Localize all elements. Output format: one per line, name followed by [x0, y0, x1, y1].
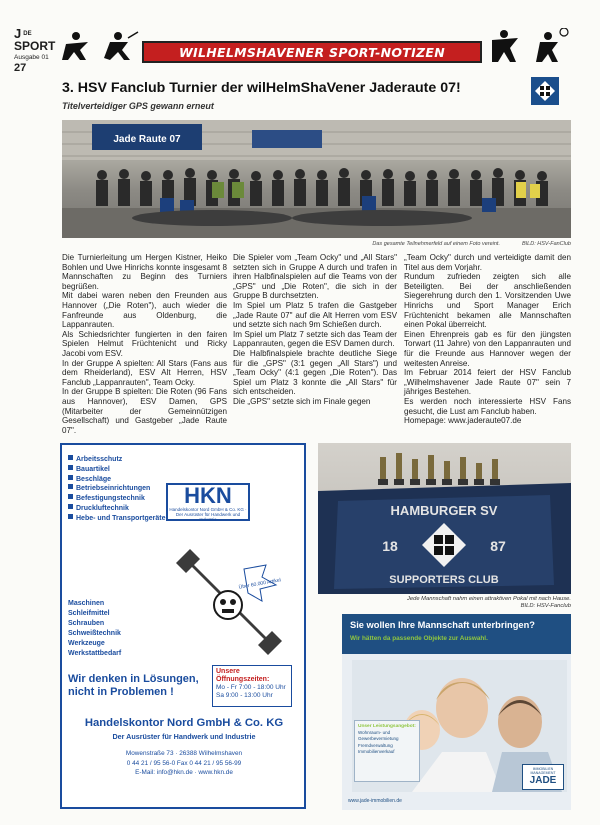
jade-subline: Wir hätten da passende Objekte zur Auswahl. [350, 635, 488, 642]
list-item: Maschinen [68, 600, 105, 607]
list-item: Immobilienverkauf [358, 748, 395, 754]
athlete-silhouettes-right [486, 28, 572, 64]
section-banner [142, 41, 482, 63]
hsv-diamond-icon [531, 77, 559, 105]
trophy-photo [318, 443, 571, 594]
page-number: 27 [14, 62, 27, 74]
hkn-product-list-top [68, 455, 168, 524]
athlete-silhouettes-left [58, 30, 140, 62]
hkn-advertisement[interactable] [60, 443, 306, 809]
svg-text:87: 87 [490, 538, 506, 554]
team-photo [62, 120, 571, 238]
paragraph: Die Turnierleitung um Hergen Kistner, Heiko Bohlen und Uwe Hinrichs konnte insgesamt 8 Mannschaften zu Beginn des Turniers begrüßen. [62, 253, 227, 291]
jade-services-box: Unser Leistungsangebot: Wohnraum- und Gewerbevermietung Fremdverwaltung Immobilienverkauf [354, 720, 420, 782]
team-photo-caption [62, 241, 571, 247]
paragraph: Rundum zufrieden zeigten sich alle Beteiligten. Bei der anschließenden Siegerehrung durch den 1. Vorsitzenden Uwe Hinrichs und Sport Manager Erich Früchtenicht bekamen alle Mannschaften einen Pokal überreicht. [404, 272, 571, 330]
list-item: Werkzeuge [68, 640, 105, 647]
hkn-contact: Mowenstraße 73 · 26388 Wilhelmshaven 0 44 21 / 95 56-0 Fax 0 44 21 / 95 56-99 E-Mail: info@hkn.de · www.hkn.de [125, 750, 243, 776]
paragraph: Im Februar 2014 feiert der HSV Fanclub „Wilhelmshavener Jade Raute 07" sein 7 jähriges Bestehen. [404, 368, 571, 397]
paragraph: Einen Ehrenpreis gab es für den jüngsten Torwart (11 Jahre) von den Lappanrauten und für die Freunde aus Hannover wegen der weitesten Anreise. [404, 329, 571, 368]
paragraph: In der Gruppe B spielten: Die Roten (96 Fans aus Hannover), ESV Damen, GPS (Mitarbeiter der Gemeinnützigen Gesellschaft) und Gastgeber „Jade Raute 07". [62, 387, 227, 435]
paragraph: „Team Ocky" durch und verteidigte damit den Titel aus dem Vorjahr. [404, 253, 571, 272]
list-item: Betriebseinrichtungen [68, 484, 168, 494]
hkn-logo: HKN Handelskontor Nord GmbH & Co. KG · Der Ausrüster für Handwerk und Industrie [166, 483, 250, 521]
paragraph: Im Spiel um Platz 7 setzte sich das Team der Lappanrauten, gegen die ESV Damen durch. [233, 329, 397, 349]
trophy-caption: Jede Mannschaft nahm einen attraktiven Pokal mit nach Hause. BILD: HSV-Fanclub [406, 596, 571, 609]
jade-logo: IMMOBILIEN MANAGEMENT JADE [522, 764, 564, 790]
section-title: WILHELMSHAVENER SPORT-NOTIZEN [178, 44, 446, 60]
magazine-logo: $J^{DE}$ SPORT [14, 26, 56, 53]
jade-advertisement[interactable] [342, 614, 571, 810]
paragraph: Die Halbfinalspiele brachte deutliche Siege für die „GPS" (3:1 gegen „All Stars") und „Team Ocky" (4:1 gegen „Die Roten"). Das Spiel um Platz 3 konnte die „All Stars" für sich entscheiden. [233, 348, 397, 397]
wrench-icon [166, 545, 286, 665]
list-item: Werkstattbedarf [68, 650, 122, 657]
jade-website-link[interactable]: www.jade-immobilien.de [348, 798, 402, 804]
team-photo-scene [62, 120, 571, 238]
svg-text:Über 60.000 Artikel: Über 60.000 Artikel [238, 577, 282, 591]
list-item: Wohnraum- und Gewerbevermietung [358, 730, 399, 742]
issue-label: Ausgabe 01 [14, 54, 49, 61]
paragraph: Mit dabei waren neben den Freunden aus Hannover („Die Roten"), auch wieder die Fanfreunde aus Oldenburg, die Lappanrauten. [62, 291, 227, 330]
svg-text:SUPPORTERS CLUB: SUPPORTERS CLUB [389, 574, 499, 586]
hkn-tagline: Der Ausrüster für Handwerk und Industrie [112, 732, 256, 741]
article-column-3 [404, 253, 571, 426]
list-item: Hebe- und Transportgeräte [68, 514, 168, 524]
paragraph: Es werden noch interessierte HSV Fans gesucht, die Lust am Fanclub haben. [404, 396, 571, 416]
list-item: Schrauben [68, 620, 105, 627]
list-item: Bauartikel [68, 465, 168, 475]
list-item: Schweißtechnik [68, 630, 121, 637]
list-item: Fremdverwaltung [358, 742, 393, 748]
list-item: Arbeitsschutz [68, 455, 168, 465]
hkn-product-list-bottom [68, 599, 168, 659]
paragraph: Als Schiedsrichter fungierten in den fairen Spielen Helmut Früchtenicht und Ricky Jacobi vom ESV. [62, 329, 227, 358]
homepage-link[interactable]: Homepage: www.jaderaute07.de [404, 416, 522, 426]
paragraph: Die Spieler vom „Team Ocky" und „All Stars" setzten sich in Gruppe A durch und trafen in ihren Halbfinalspielen auf die Teams von der „GPS" und „Die Roten", die sich in der Gruppe B durchsetzten. [233, 253, 397, 301]
paragraph: In der Gruppe A spielten: All Stars (Fans aus dem Rheiderland), ESV Alt Herren, HSV Fanclub „Lappanrauten", Team Ocky. [62, 358, 227, 387]
paragraph: Im Spiel um Platz 5 trafen die Gastgeber „Jade Raute 07" auf die Alt Herren vom ESV und setzte sich nach 9m Schießen durch. [233, 300, 397, 330]
svg-text:Jade Raute 07: Jade Raute 07 [113, 134, 181, 145]
svg-text:HAMBURGER SV: HAMBURGER SV [390, 503, 498, 518]
article-headline: 3. HSV Fanclub Turnier der wilHelmShaVener Jaderaute 07! [62, 80, 461, 96]
article-column-1 [62, 253, 227, 435]
list-item: Schleifmittel [68, 610, 110, 617]
article-column-2 [233, 253, 397, 407]
paragraph: Die „GPS" setzte sich im Finale gegen [233, 396, 371, 406]
hkn-opening-hours: Unsere Öffnungszeiten: Mo - Fr 7:00 - 18:00 Uhr Sa 9:00 - 13:00 Uhr [212, 665, 292, 707]
caption-text: Das gesamte Teilnehmerfeld auf einem Foto vereint. [372, 241, 500, 247]
hkn-company-name: Handelskontor Nord GmbH & Co. KG [84, 717, 284, 729]
article-subhead: Titelverteidiger GPS gewann erneut [62, 101, 214, 111]
list-item: Druckluftechnik [68, 504, 168, 514]
trophy-photo-scene [318, 443, 571, 594]
list-item: Befestigungstechnik [68, 494, 168, 504]
hkn-slogan: Wir denken in Lösungen, nicht in Problemen ! [68, 673, 199, 698]
svg-text:18: 18 [382, 538, 398, 554]
jade-headline: Sie wollen Ihre Mannschaft unterbringen? [350, 620, 535, 630]
list-item: Beschläge [68, 475, 168, 485]
caption-credit: BILD: HSV-FanClub [521, 241, 571, 247]
